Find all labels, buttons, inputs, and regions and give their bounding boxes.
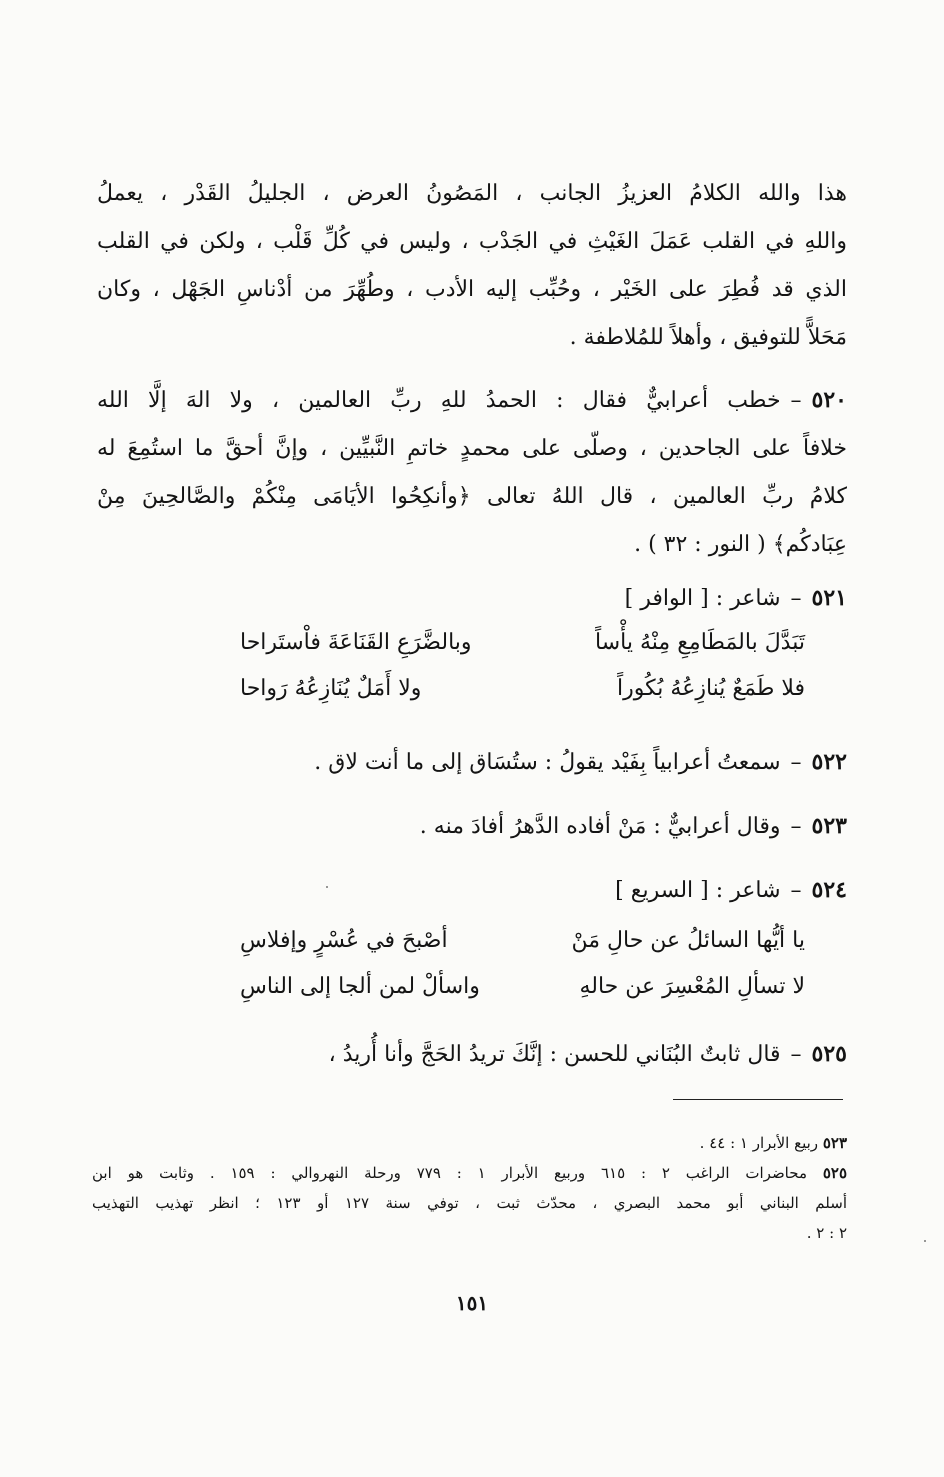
entry-line xyxy=(97,866,847,915)
entry-number: ٥٢٣ xyxy=(811,813,847,839)
entry-text: سمعتُ أعرابياً بِفَيْد يقولُ : ستُسَاق إلى ما أنت لاق . xyxy=(314,750,781,775)
dash-separator: – xyxy=(790,1042,802,1067)
verse-second-hemistich: وبالضَّرَعِ القَنَاعَةَ فاْستَراحا xyxy=(240,630,472,655)
verse-line xyxy=(240,928,805,974)
footnote-number: ٥٢٣ xyxy=(822,1134,847,1152)
footnotes xyxy=(92,1128,847,1248)
entry-text: قال ثابتٌ البُنَاني للحسن : إنَّكَ تريدُ الحَجَّ وأنا أُريدُ ، xyxy=(328,1042,781,1067)
entry-line: خلافاً على الجاحدين ، وصلّى على محمدٍ خاتمِ النَّبيِّين ، وإنَّ أحقَّ ما استُمِعَ له xyxy=(97,436,847,461)
entry-line: كلامُ ربِّ العالمين ، قال اللهُ تعالى ﴿وأنكِحُوا الأيَامَى مِنْكُمْ والصَّالحِينَ مِنْ xyxy=(97,484,847,509)
paragraph-line: مَحَلاًّ للتوفيق ، وأهلاً للمُلاطفة . xyxy=(569,325,847,350)
entry-line xyxy=(97,574,847,623)
entry-number: ٥٢٠ xyxy=(811,387,847,413)
poem-524 xyxy=(240,928,805,1020)
entry-521 xyxy=(97,574,847,623)
dash-separator: – xyxy=(790,878,802,903)
intro-paragraph xyxy=(97,170,847,362)
paragraph-line: هذا والله الكلامُ العزيزُ الجانب ، المَصُونُ العرض ، الجليلُ القَدْر ، يعملُ xyxy=(97,181,847,206)
scan-speck xyxy=(326,886,328,888)
verse-line xyxy=(240,974,805,1020)
verse-second-hemistich: واسألْ لمن ألجا إلى الناسِ xyxy=(240,974,480,999)
verse-first-hemistich: يا أيُّها السائلُ عن حالِ مَنْ xyxy=(571,928,805,953)
dash-separator: – xyxy=(790,586,802,611)
paragraph-line: واللهِ في القلب عَمَلَ الغَيْثِ في الجَدْب ، وليس في كُلِّ قَلْب ، ولكن في القلب xyxy=(97,229,847,254)
entry-text: وقال أعرابيٌّ : مَنْ أفاده الدَّهرُ أفادَ منه . xyxy=(419,814,781,839)
verse-first-hemistich: لا تسألِ المُعْسِرَ عن حالهِ xyxy=(579,974,805,999)
entry-line xyxy=(97,1030,847,1079)
footnote-number: ٥٢٥ xyxy=(822,1164,847,1182)
entry-525 xyxy=(97,1030,847,1079)
entry-line xyxy=(97,738,847,787)
paragraph-line: الذي قد فُطِرَ على الخَيْر ، وحُبِّب إليه الأدب ، وطُهِّرَ من أدْناسِ الجَهْل ، وكان xyxy=(97,277,847,302)
poem-521 xyxy=(240,630,805,722)
footnote-525-line xyxy=(92,1158,847,1188)
entry-line xyxy=(97,376,847,425)
entry-line: عِبَادكُم﴾ ( النور : ٣٢ ) . xyxy=(634,532,847,557)
verse-second-hemistich: ولا أَمَلٌ يُنَازِعُهُ رَواحا xyxy=(240,676,422,701)
entry-text: خطب أعرابيٌّ فقال : الحمدُ للهِ ربِّ العالمين ، ولا الهَ إلَّا الله xyxy=(97,388,781,413)
footnote-525-line: أسلم البناني أبو محمد البصري ، محدّث ثبت ، توفي سنة ١٢٧ أو ١٢٣ ؛ انظر تهذيب التهذيب xyxy=(92,1194,847,1212)
entry-text: شاعر : [ السريع ] xyxy=(615,878,781,903)
footnote-text: محاضرات الراغب ٢ : ٦١٥ وربيع الأبرار ١ : ٧٧٩ ورحلة النهروالي : ١٥٩ . وثابت هو ابن xyxy=(92,1164,807,1182)
entry-number: ٥٢١ xyxy=(811,585,847,611)
footnote-525-line: ٢ : ٢ . xyxy=(806,1224,847,1242)
verse-first-hemistich: تَبَدَّلَ بالمَطَامِعِ مِنْهُ يأْساً xyxy=(595,630,805,655)
footnote-separator-rule xyxy=(673,1099,843,1100)
entry-text: شاعر : [ الوافر ] xyxy=(624,586,781,611)
entry-523 xyxy=(97,802,847,851)
page-number: ١٥١ xyxy=(455,1291,489,1315)
verse-line xyxy=(240,676,805,722)
verse-line xyxy=(240,630,805,676)
entry-524 xyxy=(97,866,847,915)
footnote-523 xyxy=(92,1128,847,1158)
entry-number: ٥٢٢ xyxy=(811,749,847,775)
verse-second-hemistich: أصْبحَ في عُسْرٍ وإفلاسِ xyxy=(240,928,448,953)
entry-number: ٥٢٤ xyxy=(811,877,847,903)
entry-line xyxy=(97,802,847,851)
dash-separator: – xyxy=(790,814,802,839)
entry-522 xyxy=(97,738,847,787)
entry-number: ٥٢٥ xyxy=(811,1041,847,1067)
verse-first-hemistich: فلا طَمَعٌ يُنازِعُهُ بُكُوراً xyxy=(617,676,805,701)
scan-speck xyxy=(924,1240,926,1242)
entry-520 xyxy=(97,376,847,569)
dash-separator: – xyxy=(790,388,802,413)
footnote-text: ربيع الأبرار ١ : ٤٤ . xyxy=(699,1134,819,1152)
dash-separator: – xyxy=(790,750,802,775)
